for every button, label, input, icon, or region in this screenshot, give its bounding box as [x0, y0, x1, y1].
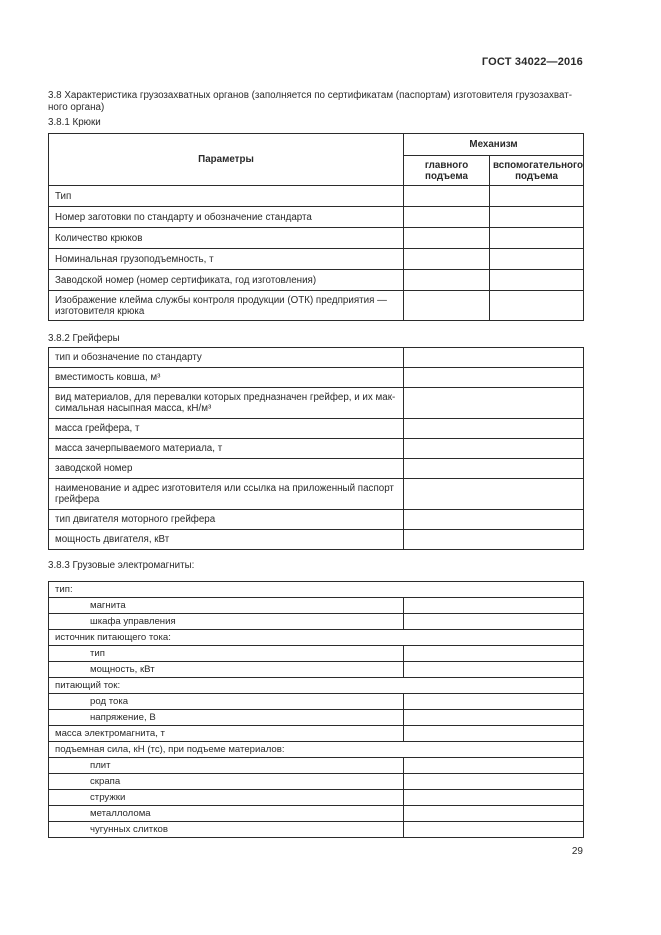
- param-cell: наименование и адрес изготовителя или ссылка на приложенный паспорт грейфера: [49, 479, 404, 510]
- value-cell: [404, 186, 490, 207]
- param-cell: скрапа: [49, 774, 404, 790]
- param-cell: Номинальная грузоподъемность, т: [49, 249, 404, 270]
- value-cell: [404, 598, 584, 614]
- param-cell: тип двигателя моторного грейфера: [49, 510, 404, 530]
- table-row: [49, 368, 584, 388]
- table-row: [49, 774, 584, 790]
- table-row: [49, 678, 584, 694]
- hooks-table: [48, 133, 584, 321]
- param-cell: мощность, кВт: [49, 662, 404, 678]
- table-row: [49, 710, 584, 726]
- table-row: [49, 459, 584, 479]
- param-cell: вместимость ковша, м³: [49, 368, 404, 388]
- page-number: 29: [571, 846, 583, 857]
- value-cell: [490, 291, 584, 321]
- param-cell: вид материалов, для перевалки которых предназначен грейфер, и их максимальная насыпная масса, кН/м³: [49, 388, 404, 419]
- group-cell: питающий ток:: [49, 678, 584, 694]
- table-row: [49, 630, 584, 646]
- value-cell: [404, 758, 584, 774]
- table-row: [49, 291, 584, 321]
- table-row: [49, 758, 584, 774]
- value-cell: [404, 530, 584, 550]
- section-3-8-3-heading: 3.8.3 Грузовые электромагниты:: [48, 560, 195, 571]
- table-row: [49, 822, 584, 838]
- value-cell: [404, 694, 584, 710]
- table-row: [49, 598, 584, 614]
- param-cell: тип: [49, 646, 404, 662]
- value-cell: [404, 270, 490, 291]
- value-cell: [404, 822, 584, 838]
- table-row: [49, 388, 584, 419]
- param-cell: Номер заготовки по стандарту и обозначение стандарта: [49, 207, 404, 228]
- param-cell: Изображение клейма службы контроля продукции (ОТК) предприятия — изготовителя крюка: [49, 291, 404, 321]
- value-cell: [404, 726, 584, 742]
- table-row: [49, 806, 584, 822]
- value-cell: [490, 207, 584, 228]
- paragraph-line-2: ного органа): [48, 102, 105, 113]
- value-cell: [490, 228, 584, 249]
- table-row: [49, 348, 584, 368]
- value-cell: [404, 790, 584, 806]
- table-row: [49, 582, 584, 598]
- value-cell: [404, 510, 584, 530]
- param-cell: стружки: [49, 790, 404, 806]
- param-cell: род тока: [49, 694, 404, 710]
- value-cell: [404, 207, 490, 228]
- value-cell: [404, 419, 584, 439]
- magnets-table: [48, 581, 584, 838]
- value-cell: [404, 368, 584, 388]
- param-cell: чугунных слитков: [49, 822, 404, 838]
- group-cell: подъемная сила, кН (тс), при подъеме материалов:: [49, 742, 584, 758]
- value-cell: [404, 388, 584, 419]
- table-row: [49, 228, 584, 249]
- table-row: [49, 530, 584, 550]
- value-cell: [404, 479, 584, 510]
- grabs-table: [48, 347, 584, 550]
- param-cell: масса зачерпываемого материала, т: [49, 439, 404, 459]
- params-header-cell: Параметры: [49, 134, 404, 186]
- table-row: [49, 662, 584, 678]
- param-cell: масса грейфера, т: [49, 419, 404, 439]
- table-header-row: [49, 134, 584, 156]
- param-cell: плит: [49, 758, 404, 774]
- table-row: [49, 510, 584, 530]
- value-cell: [404, 228, 490, 249]
- table-row: [49, 742, 584, 758]
- main-lift-header-cell: главного подъема: [404, 156, 490, 186]
- param-cell: шкафа управления: [49, 614, 404, 630]
- table-row: [49, 207, 584, 228]
- param-cell: магнита: [49, 598, 404, 614]
- param-cell: Тип: [49, 186, 404, 207]
- value-cell: [404, 774, 584, 790]
- aux-lift-header-cell: вспомогательного подъема: [490, 156, 584, 186]
- table-row: [49, 249, 584, 270]
- mechanism-header-cell: Механизм: [404, 134, 584, 156]
- value-cell: [404, 291, 490, 321]
- table-row: [49, 646, 584, 662]
- section-3-8-1-heading: 3.8.1 Крюки: [48, 117, 101, 128]
- param-cell: тип и обозначение по стандарту: [49, 348, 404, 368]
- param-cell: Заводской номер (номер сертификата, год изготовления): [49, 270, 404, 291]
- param-cell: заводской номер: [49, 459, 404, 479]
- paragraph-line-1: 3.8 Характеристика грузозахватных органов (заполняется по сертификатам (паспортам) изготовителя грузозахват-: [48, 90, 572, 101]
- value-cell: [404, 806, 584, 822]
- value-cell: [404, 646, 584, 662]
- table-row: [49, 186, 584, 207]
- table-row: [49, 790, 584, 806]
- section-3-8-2-heading: 3.8.2 Грейферы: [48, 333, 120, 344]
- value-cell: [404, 459, 584, 479]
- table-row: [49, 419, 584, 439]
- table-row: [49, 614, 584, 630]
- value-cell: [490, 270, 584, 291]
- table-row: [49, 270, 584, 291]
- value-cell: [404, 710, 584, 726]
- doc-number: ГОСТ 34022—2016: [481, 56, 583, 68]
- value-cell: [404, 614, 584, 630]
- param-cell: напряжение, В: [49, 710, 404, 726]
- value-cell: [490, 249, 584, 270]
- value-cell: [490, 186, 584, 207]
- param-cell: масса электромагнита, т: [49, 726, 404, 742]
- table-row: [49, 439, 584, 459]
- group-cell: тип:: [49, 582, 584, 598]
- value-cell: [404, 249, 490, 270]
- table-row: [49, 726, 584, 742]
- section-3-8-paragraph: [48, 90, 588, 129]
- param-cell: Количество крюков: [49, 228, 404, 249]
- param-cell: мощность двигателя, кВт: [49, 530, 404, 550]
- param-cell: металлолома: [49, 806, 404, 822]
- value-cell: [404, 439, 584, 459]
- table-row: [49, 694, 584, 710]
- table-row: [49, 479, 584, 510]
- value-cell: [404, 348, 584, 368]
- value-cell: [404, 662, 584, 678]
- group-cell: источник питающего тока:: [49, 630, 584, 646]
